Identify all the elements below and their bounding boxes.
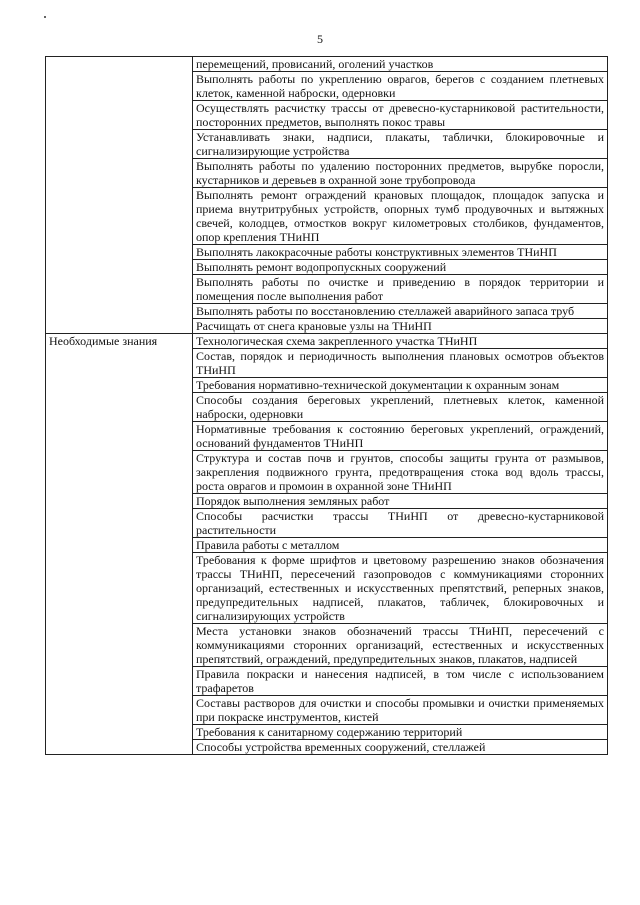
row-label-empty <box>46 57 193 334</box>
scan-speck <box>44 16 46 18</box>
row-label-knowledge: Необходимые знания <box>46 334 193 755</box>
table-cell-text: Выполнять ремонт ограждений крановых площадок, площадок запуска и приема внутритрубных устройств, опорных тумб продувочных и вытяжных свечей, колодцев, отмостков вокруг километровых столбиков, фундаментов, опор крепления ТНиНП <box>193 188 608 245</box>
page-number: 5 <box>317 32 323 46</box>
table-cell-text: Порядок выполнения земляных работ <box>193 494 608 509</box>
table-cell-text: Правила работы с металлом <box>193 538 608 553</box>
table-cell-text: Выполнять работы по очистке и приведению в порядок территории и помещения после выполнения работ <box>193 275 608 304</box>
table-cell-text: Выполнять работы по восстановлению стеллажей аварийного запаса труб <box>193 304 608 319</box>
requirements-table <box>45 56 608 755</box>
table-cell-text: Расчищать от снега крановые узлы на ТНиНП <box>193 319 608 334</box>
table-cell-text: Составы растворов для очистки и способы промывки и очистки применяемых при покраске инструментов, кистей <box>193 696 608 725</box>
table-cell-text: Выполнять лакокрасочные работы конструктивных элементов ТНиНП <box>193 245 608 260</box>
table-cell-text: Требования нормативно-технической документации к охранным зонам <box>193 378 608 393</box>
table-cell-text: Осуществлять расчистку трассы от древесно-кустарниковой растительности, посторонних предметов, выполнять покос травы <box>193 101 608 130</box>
table-cell-text: Технологическая схема закрепленного участка ТНиНП <box>193 334 608 349</box>
table-cell-text: Правила покраски и нанесения надписей, в том числе с использованием трафаретов <box>193 667 608 696</box>
table-cell-text: Выполнять ремонт водопропускных сооружений <box>193 260 608 275</box>
table-cell-text: Места установки знаков обозначений трассы ТНиНП, пересечений с коммуникациями сторонних организаций, естественных и искусственных препятствий, ограждений, предупредительных знаков, плакатов, надписей <box>193 624 608 667</box>
table-cell-text: Устанавливать знаки, надписи, плакаты, таблички, блокировочные и сигнализирующие устройства <box>193 130 608 159</box>
table-cell-text: Способы создания береговых укреплений, плетневых клеток, каменной наброски, одерновки <box>193 393 608 422</box>
table-cell-text: перемещений, провисаний, оголений участков <box>193 57 608 72</box>
table-cell-text: Нормативные требования к состоянию береговых укреплений, ограждений, оснований фундаментов ТНиНП <box>193 422 608 451</box>
table-cell-text: Состав, порядок и периодичность выполнения плановых осмотров объектов ТНиНП <box>193 349 608 378</box>
table-cell-text: Способы расчистки трассы ТНиНП от древесно-кустарниковой растительности <box>193 509 608 538</box>
table-cell-text: Требования к санитарному содержанию территорий <box>193 725 608 740</box>
table-cell-text: Структура и состав почв и грунтов, способы защиты грунта от размывов, закрепления подвижного грунта, предотвращения стока вод вдоль трассы, роста оврагов и промоин в охранной зоне ТНиНП <box>193 451 608 494</box>
table-cell-text: Требования к форме шрифтов и цветовому разрешению знаков обозначения трассы ТНиНП, пересечений газопроводов с коммуникациями сторонних организаций, естественных и искусственных препятствий, реперных знаков, предупредительных надписей, плакатов, табличек, блокировочных и сигнализирующих устройств <box>193 553 608 624</box>
table-cell-text: Выполнять работы по укреплению оврагов, берегов с созданием плетневых клеток, каменной наброски, одерновки <box>193 72 608 101</box>
table-row <box>46 57 608 72</box>
table-cell-text: Выполнять работы по удалению посторонних предметов, вырубке поросли, кустарников и деревьев в охранной зоне трубопровода <box>193 159 608 188</box>
table-cell-text: Способы устройства временных сооружений, стеллажей <box>193 740 608 755</box>
table-row <box>46 334 608 349</box>
